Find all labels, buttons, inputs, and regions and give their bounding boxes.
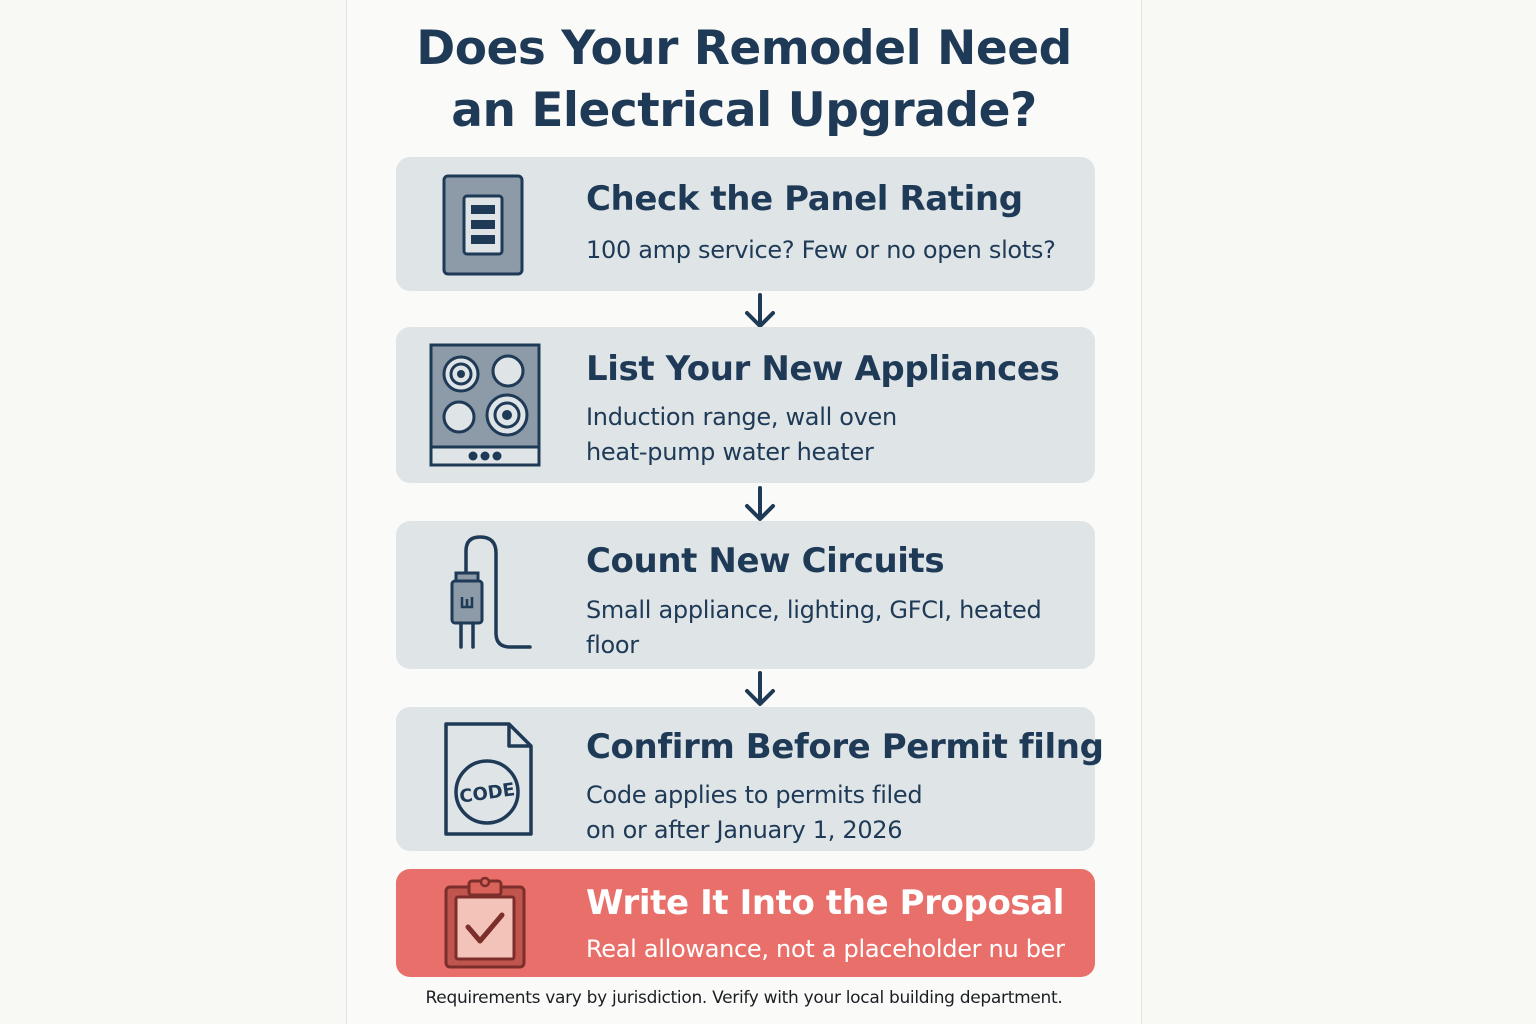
- step-new-appliances: [396, 327, 1095, 483]
- step-count-circuits: [396, 521, 1095, 669]
- step-write-proposal: [396, 869, 1095, 977]
- plug-cord-icon: [448, 533, 538, 653]
- step-description-line-2: heat-pump water heater: [586, 438, 874, 466]
- arrow-down-icon: [743, 671, 777, 709]
- step-description: Real allowance, not a placeholder nu ber: [586, 935, 1065, 963]
- step-description-line-1: Small appliance, lighting, GFCI, heated: [586, 596, 1042, 624]
- page-title: [347, 18, 1141, 142]
- title-line-2: an Electrical Upgrade?: [451, 83, 1037, 138]
- electrical-panel-icon: [442, 174, 526, 278]
- step-title: List Your New Appliances: [586, 349, 1060, 389]
- step-description-line-1: Code applies to permits filed: [586, 781, 923, 809]
- code-document-icon: [443, 721, 535, 837]
- disclaimer-footnote: Requirements vary by jurisdiction. Verify with your local building department.: [425, 988, 1063, 1008]
- step-title: Check the Panel Rating: [586, 179, 1023, 219]
- code-stamp-text: CODE: [458, 779, 517, 808]
- step-confirm-permit: [396, 707, 1104, 851]
- arrow-down-icon: [743, 486, 777, 524]
- cooktop-icon: [429, 343, 541, 467]
- step-description-line-2: floor: [586, 631, 639, 659]
- step-title: Write It Into the Proposal: [586, 883, 1065, 923]
- step-title: Count New Circuits: [586, 541, 945, 581]
- step-description-line-1: Induction range, wall oven: [586, 403, 897, 431]
- step-description: 100 amp service? Few or no open slots?: [586, 236, 1056, 264]
- infographic-poster: [346, 0, 1142, 1024]
- step-panel-rating: [396, 157, 1095, 291]
- title-line-1: Does Your Remodel Need: [416, 21, 1072, 76]
- step-title: Confirm Before Permit filng: [586, 727, 1104, 767]
- step-description-line-2: on or after January 1, 2026: [586, 816, 903, 844]
- arrow-down-icon: [743, 293, 777, 331]
- clipboard-check-icon: [442, 875, 528, 971]
